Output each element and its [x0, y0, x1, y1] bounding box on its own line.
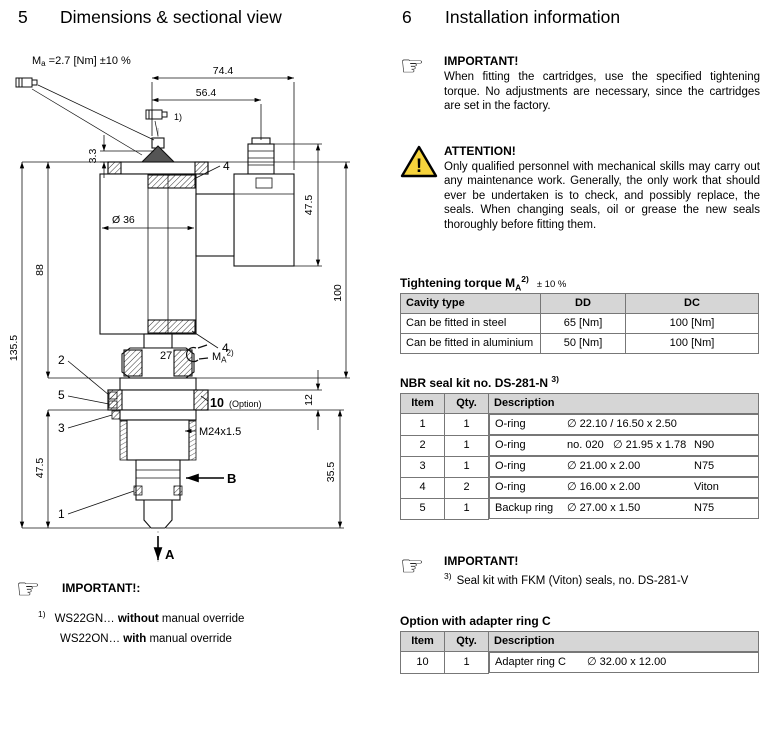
manual-override-icon-2 — [146, 110, 167, 136]
item-2-label: 2 — [58, 353, 65, 367]
dim-35-5-label: 35.5 — [325, 461, 337, 483]
dim-88-label: 88 — [34, 264, 46, 276]
attention-note — [400, 144, 760, 232]
important-body: When fitting the cartridges, use the specified tightening torque. No adjustments are necessary, since the cartridges are set in the factory. — [444, 71, 760, 113]
seal-kit-table-title: NBR seal kit no. DS-281-N $^{3)}$ — [400, 374, 559, 391]
table-row: 2 1 O-ring no. 020 ∅ 21.95 x 1.78 N90 — [401, 435, 759, 456]
ma-wrench-label: $M_A^{2)}$ — [212, 348, 234, 365]
important-note-seal-kit — [400, 550, 760, 589]
col-item: Item — [401, 394, 445, 414]
section-heading-left — [8, 6, 390, 28]
section-number: 6 — [402, 7, 412, 27]
override-note — [8, 574, 390, 649]
dim-3-3-label: 3.3 — [87, 148, 99, 164]
warning-triangle-icon — [400, 145, 438, 179]
override-footnote-ref: 1) — [174, 112, 183, 122]
table-header-row — [401, 632, 759, 652]
col-description: Description — [489, 394, 759, 414]
section-installation — [400, 6, 760, 674]
important-title: IMPORTANT! — [444, 553, 519, 568]
col-dd: DD — [541, 294, 626, 314]
dim-12-label: 12 — [303, 394, 315, 406]
dim-100-label: 100 — [332, 284, 344, 302]
item-5-label: 5 — [58, 388, 65, 402]
valve-body — [100, 138, 294, 528]
port-a-label: A — [165, 547, 175, 562]
col-dc: DC — [626, 294, 759, 314]
item-4-top-label: 4 — [223, 159, 230, 173]
port-b-label: B — [227, 471, 237, 486]
torque-table-title: Tightening torque $M_A^{2)} \pm 10$ % — [400, 274, 567, 293]
item-4-bottom-label: 4 — [222, 341, 229, 355]
override-variant-line: WS22ON… with manual override — [60, 633, 232, 645]
pointing-hand-icon: ☞ — [400, 550, 425, 581]
table-row: 1 1 O-ring ∅ 22.10 / 16.50 x 2.50 — [401, 414, 759, 436]
tightening-torque-table — [400, 293, 759, 354]
table-header-row — [401, 394, 759, 414]
section-title: Installation information — [445, 7, 621, 27]
item-10-label: 10 — [210, 396, 224, 410]
attention-body: Only qualified personnel with mechanical skills may carry out any maintenance work. Generally, the only work that should ever be undertaken is to check, and possibly replace, the seals. When changing seals, oil or grease the new seals thoroughly before fitting them. — [444, 161, 760, 231]
attention-title: ATTENTION! — [444, 143, 516, 158]
pointing-hand-icon: ☞ — [400, 51, 425, 81]
important-note-fitting — [400, 51, 760, 114]
table-row: Can be fitted in steel 65 [Nm] 100 [Nm] — [401, 314, 759, 334]
section-dimensions — [8, 6, 390, 649]
item-1-label: 1 — [58, 507, 65, 521]
svg-text:!: ! — [415, 155, 423, 177]
manual-override-icon — [16, 78, 154, 155]
col-qty: Qty. — [445, 394, 489, 414]
footnote-ref: 1) — [38, 609, 46, 620]
section-number: 5 — [18, 7, 28, 27]
override-variant-line: $^{1)}$ WS22GN… without manual override — [38, 609, 245, 625]
table-row: 10 1 Adapter ring C ∅ 32.00 x 12.00 — [401, 652, 759, 674]
section-heading-right — [400, 6, 760, 28]
item-10-option-label: (Option) — [229, 399, 262, 409]
sectional-drawing — [8, 48, 390, 570]
item-3-label: 3 — [58, 421, 65, 435]
col-cavity-type: Cavity type — [401, 294, 541, 314]
dim-74-4-label: 74.4 — [212, 65, 234, 77]
important-title: IMPORTANT! — [444, 54, 519, 68]
pointing-hand-icon: ☞ — [16, 574, 41, 604]
dim-56-4-label: 56.4 — [195, 87, 217, 99]
col-item: Item — [401, 632, 445, 652]
table-row: 4 2 O-ring ∅ 16.00 x 2.00 Viton — [401, 477, 759, 498]
dim-135-5-label: 135.5 — [8, 334, 20, 362]
wrench-size-label: 27 — [160, 350, 173, 362]
section-title: Dimensions & sectional view — [60, 7, 282, 27]
dim-47-5-right-label: 47.5 — [303, 194, 315, 216]
table-row: 3 1 O-ring ∅ 21.00 x 2.00 N75 — [401, 456, 759, 477]
dia-36-label: Ø 36 — [112, 214, 135, 226]
adapter-ring-table — [400, 631, 759, 674]
seal-kit-table — [400, 393, 759, 520]
col-description: Description — [489, 632, 759, 652]
col-qty: Qty. — [445, 632, 489, 652]
table-row: Can be fitted in aluminium 50 [Nm] 100 [Nm] — [401, 334, 759, 354]
important-title: IMPORTANT!: — [62, 581, 141, 595]
dim-47-5-left-label: 47.5 — [34, 457, 46, 479]
adapter-table-title: Option with adapter ring C — [400, 614, 551, 629]
thread-label: M24x1.5 — [199, 426, 242, 438]
footnote-ref: 3) — [444, 571, 452, 582]
table-row: 5 1 Backup ring ∅ 27.00 x 1.50 N75 — [401, 498, 759, 519]
important-body: $^{3)}$ Seal kit with FKM (Viton) seals, no. DS-281-V — [444, 571, 689, 587]
ma-torque-note: Ma =2.7 [Nm] ±10 % — [32, 55, 131, 68]
table-header-row — [401, 294, 759, 314]
